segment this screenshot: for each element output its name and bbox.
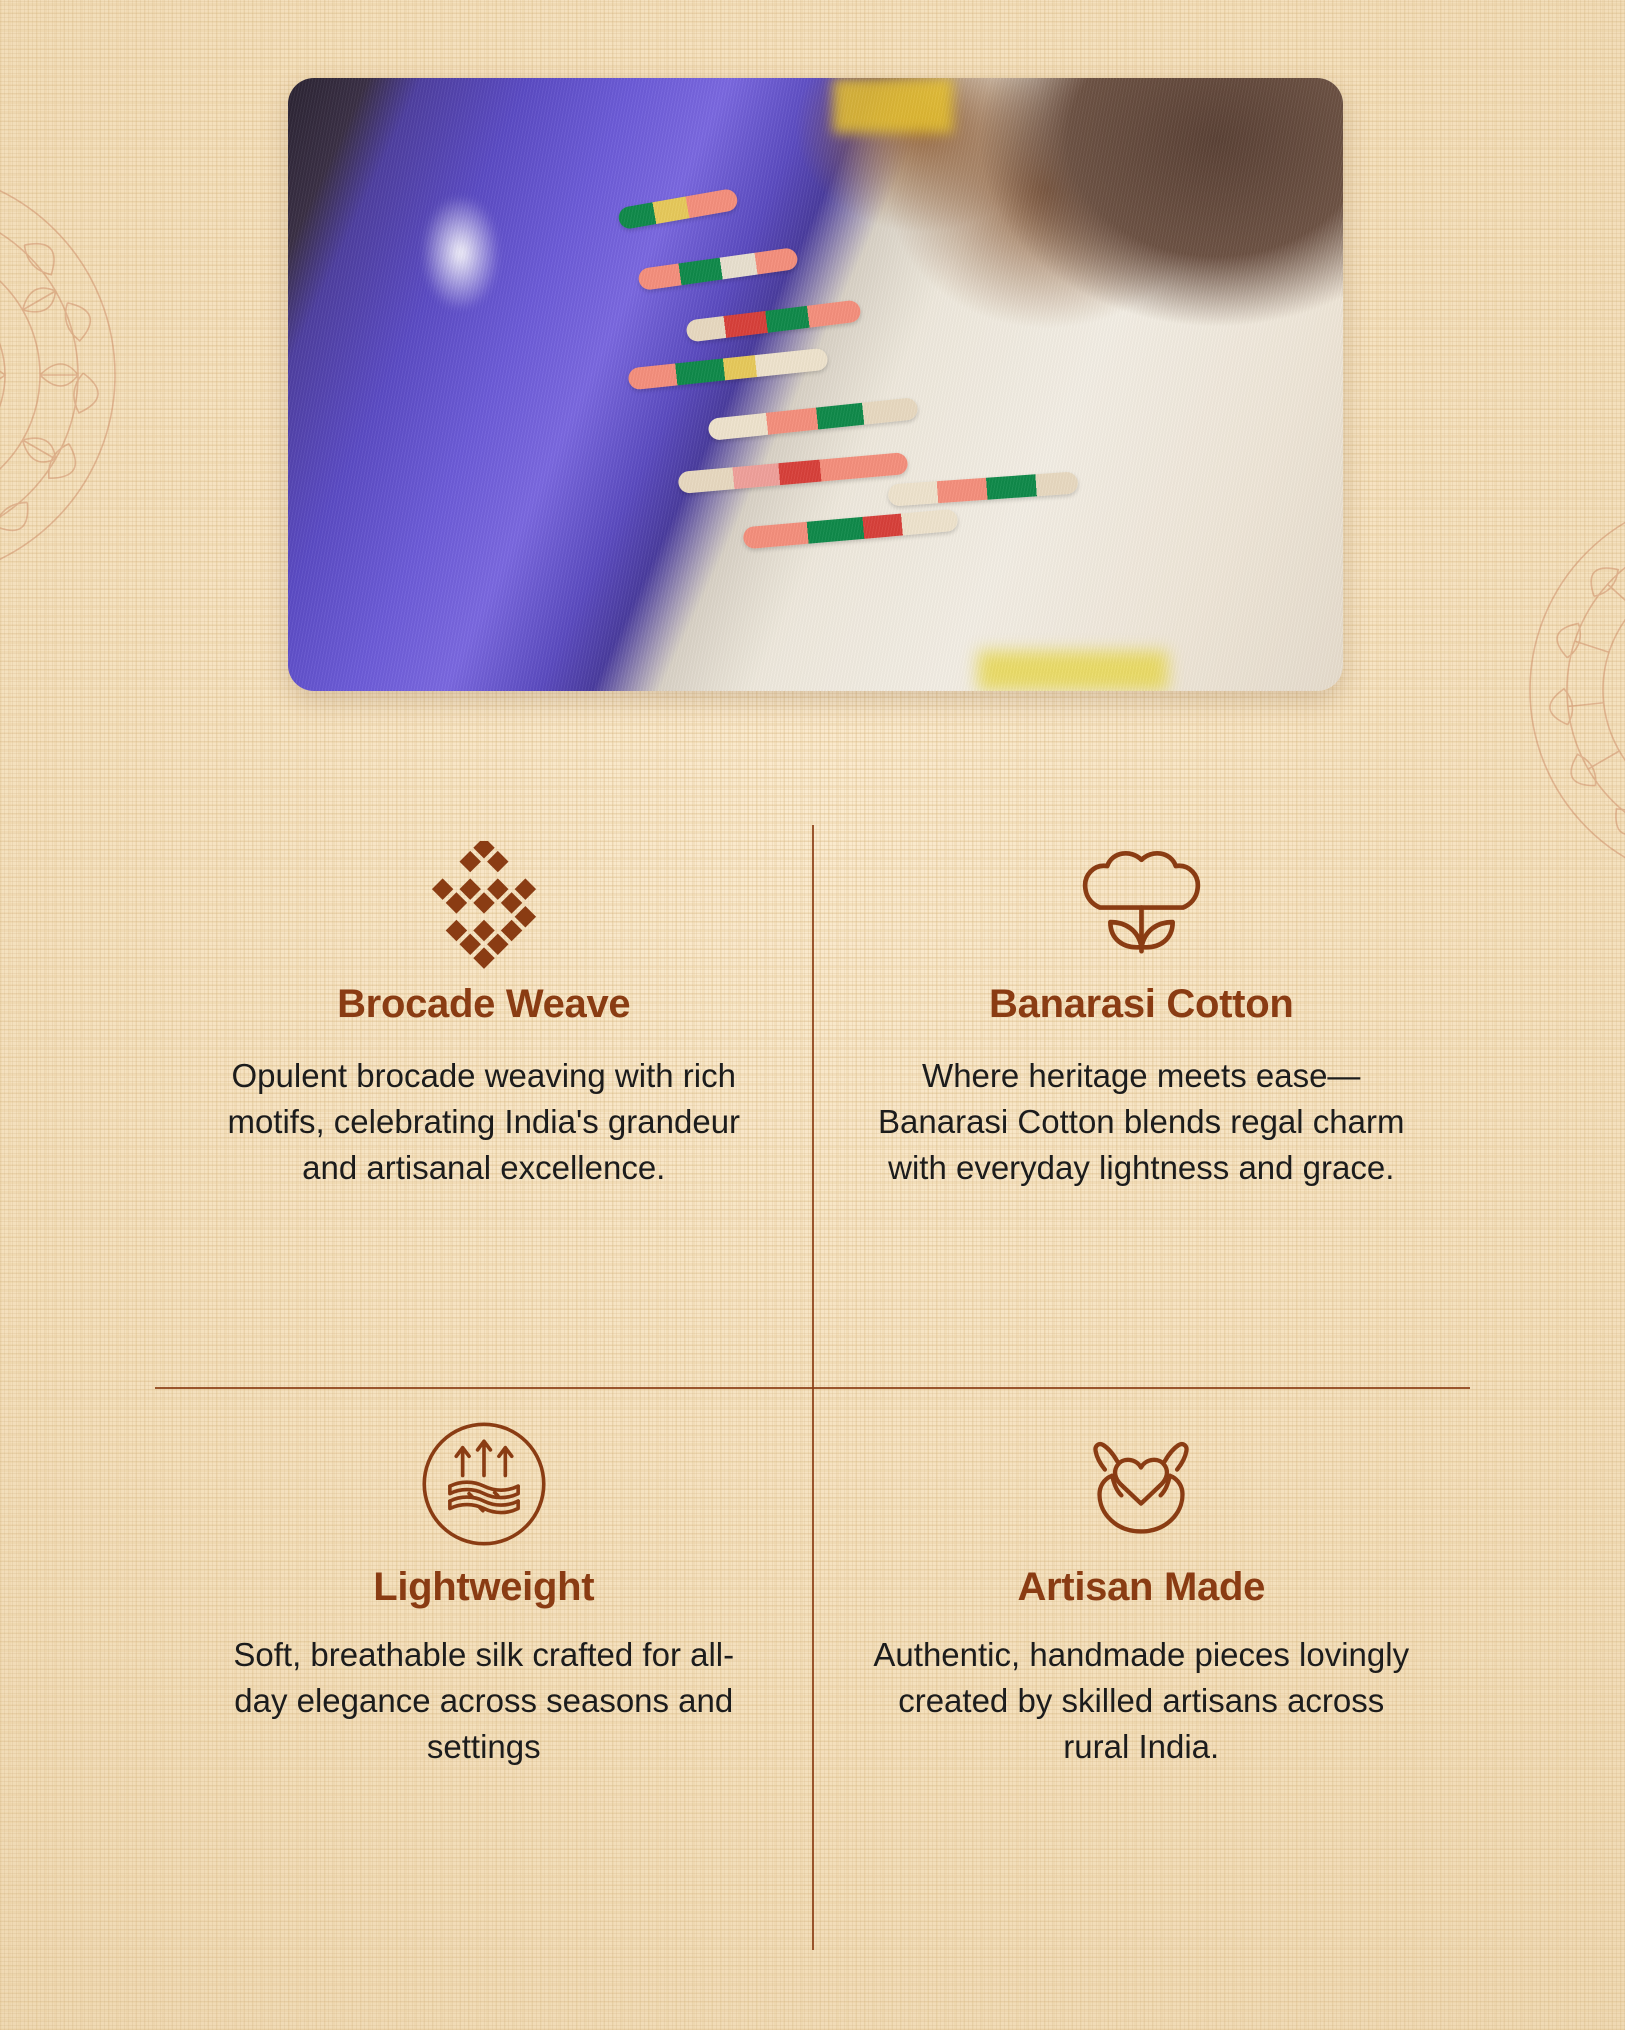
thread-spool — [742, 509, 958, 550]
feature-title: Brocade Weave — [337, 982, 631, 1026]
feature-description: Opulent brocade weaving with rich motifs, celebrating India's grandeur and artisanal excellence. — [227, 1057, 741, 1187]
feature-card-banarasi-cotton — [813, 825, 1471, 1388]
thread-spool — [617, 188, 739, 231]
lightweight-fabric-icon — [420, 1422, 548, 1547]
feature-title: Artisan Made — [1017, 1564, 1266, 1609]
thread-spool — [887, 471, 1078, 506]
feature-title: Lightweight — [373, 1564, 595, 1609]
thread-spool — [637, 247, 799, 291]
feature-description: Authentic, handmade pieces lovingly created by skilled artisans across rural India. — [873, 1635, 1410, 1765]
thread-spool — [685, 299, 861, 342]
thread-spool — [627, 348, 828, 391]
feature-card-lightweight — [155, 1388, 813, 1951]
grid-divider-horizontal — [155, 1387, 1470, 1389]
brocade-weave-icon — [419, 843, 549, 968]
photo-accent-yellow-top — [833, 78, 953, 133]
thread-spool — [707, 397, 918, 441]
photo-accent-yellow-bottom — [978, 651, 1168, 691]
feature-description: Soft, breathable silk crafted for all-day elegance across seasons and settings — [233, 1635, 735, 1765]
feature-description: Where heritage meets ease—Banarasi Cotton blends regal charm with everyday lightness and grace. — [878, 1057, 1405, 1187]
handloom-weaving-photo — [288, 78, 1343, 691]
feature-card-brocade-weave — [155, 825, 813, 1388]
hands-heart-icon — [1076, 1422, 1206, 1547]
thread-spool — [677, 452, 908, 494]
feature-title: Banarasi Cotton — [989, 982, 1294, 1026]
features-grid — [155, 825, 1470, 1950]
hero-image — [288, 78, 1343, 691]
cotton-boll-icon — [1074, 843, 1209, 968]
photo-highlight — [423, 198, 498, 308]
feature-card-artisan-made — [813, 1388, 1471, 1951]
